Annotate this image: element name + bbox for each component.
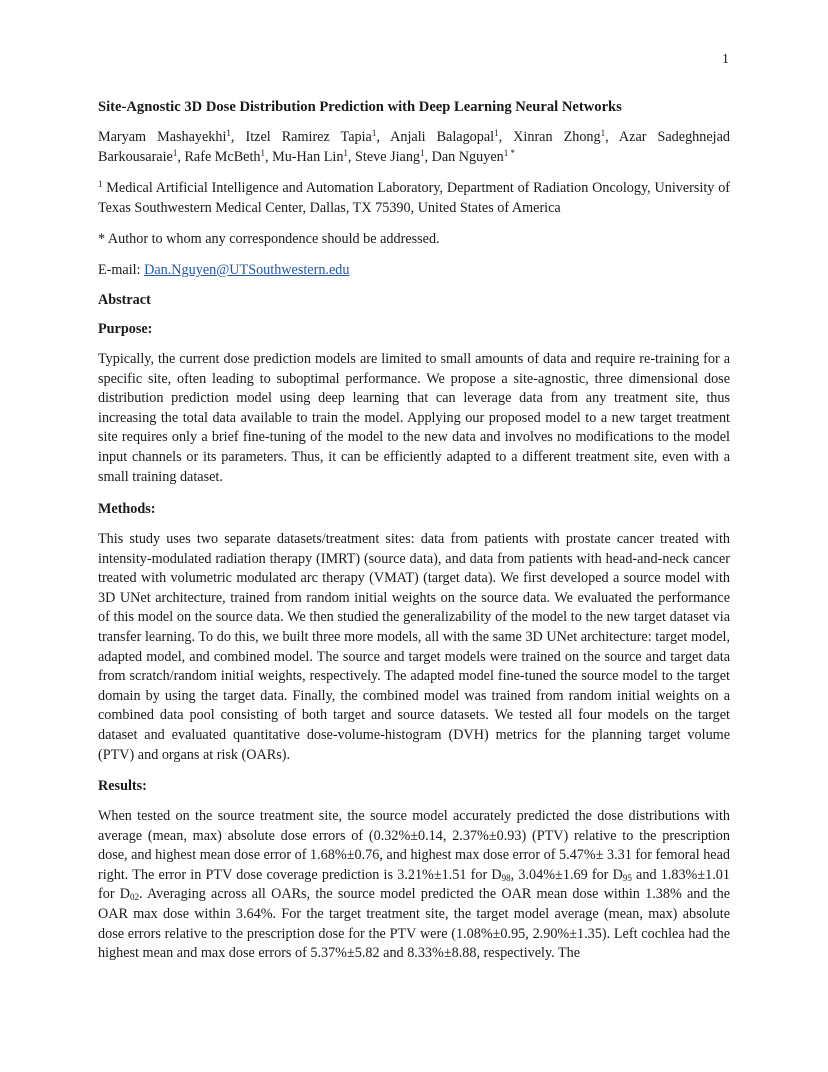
paper-title: Site-Agnostic 3D Dose Distribution Prediction with Deep Learning Neural Networks [98,99,622,115]
abstract-heading: Abstract [98,292,151,308]
author: Azar Sadeghnejad Barkousaraie$^1$, [98,129,730,165]
purpose-paragraph: Typically, the current dose prediction models are limited to small amounts of data and require re-training for a specific site, often leading to suboptimal performance. We propose a site-agnostic, three dimensional dose distribution prediction model using deep learning that can leverage data from any treatment site, thus increasing the total data available to train the model. Applying our proposed model to a new target treatment site requires only a brief fine-tuning of the model to the new data and involves no modifications to the model input channels or its parameters. Thus, it can be efficiently adapted to a different treatment site, even with a small training dataset. [98,351,730,485]
results-paragraph: When tested on the source treatment site, the source model accurately predicted the dose distributions with average (mean, max) absolute dose errors of (0.32%±0.14, 2.37%±0.93) (PTV) relative to the prescription dose, and highest mean dose error of 1.68%±0.76, and highest max dose error of 5.47%± 3.31 for femoral head right. The error in PTV dose coverage prediction is 3.21%±1.51 for $D_{98}$, 3.04%±1.69 for $D_{95}$ and 1.83%±1.01 for $D_{02}$. Averaging across all OARs, the source model predicted the OAR mean dose within 1.38% and the OAR max dose within 3.64%. For the target treatment site, the target model average (mean, max) absolute dose errors relative to the prescription dose for the PTV were (1.08%±0.95, 2.90%±1.35). Left cochlea had the highest mean and max dose errors of 5.37%±5.82 and 8.33%±8.88, respectively. The [98,808,731,962]
methods-heading: Methods: [98,501,156,517]
methods-paragraph: This study uses two separate datasets/treatment sites: data from patients with prostate cancer treated with intensity-modulated radiation therapy (IMRT) (source data), and data from patients with head-and-neck cancer treated with volumetric modulated arc therapy (VMAT) (target data). We first developed a source model with 3D UNet architecture, trained from random initial weights on the source data. We evaluated the performance of this model on the source data. We then studied the generalizability of the model to the new target dataset via transfer learning. To do this, we built three more models, all with the same 3D UNet architecture: target model, adapted model, and combined model. The source and target models were trained on the source and target data from scratch/random initial weights, respectively. The adapted model fine-tuned the source model to the target domain by using the target data. Finally, the combined model was trained from random initial weights on a combined data pool consisting of both target and source datasets. We tested all four models on the target dataset and evaluated quantitative dose-volume-histogram (DVH) metrics for the planning target volume (PTV) and organs at risk (OARs). [98,531,730,763]
affiliation-marker: 1 [98,179,103,189]
author-list [98,128,730,167]
page-number: 1 [722,52,729,67]
correspondence-note: * Author to whom any correspondence should be addressed. [98,231,440,247]
author: Dan Nguyen$^{1 *}$ [431,147,515,165]
results-heading: Results: [98,778,147,794]
author: Mu-Han Lin$^1$, [272,147,356,165]
affiliation-text: Medical Artificial Intelligence and Automation Laboratory, Department of Radiation Oncology, University of Texas Southwestern Medical Center, Dallas, TX 75390, United States of America [98,180,731,216]
author: Anjali Balagopal$^1$, [390,128,514,145]
email-link[interactable]: Dan.Nguyen@UTSouthwestern.edu [144,262,350,278]
author: Itzel Ramirez Tapia$^1$, [245,128,391,145]
email-line [98,261,730,281]
purpose-heading: Purpose: [98,321,153,337]
author: Rafe McBeth$^1$, [184,147,273,165]
author: Xinran Zhong$^1$, [513,128,619,145]
author: Steve Jiang$^1$, [355,147,432,165]
author: Maryam Mashayekhi$^1$, [98,128,246,145]
email-label: E-mail: [98,262,145,278]
affiliation [98,179,730,218]
